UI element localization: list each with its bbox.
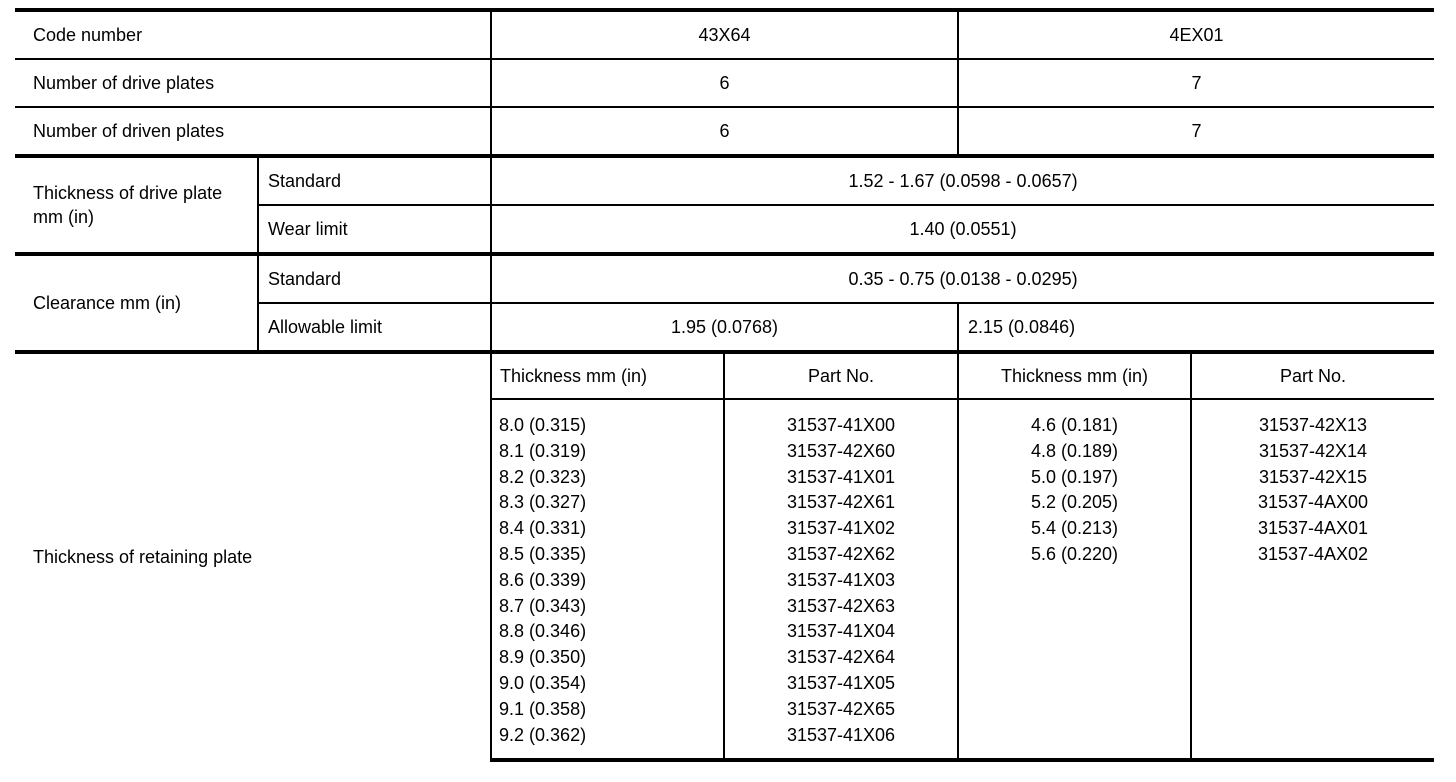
part-number: 31537-42X14 <box>1258 440 1368 461</box>
part-number: 31537-4AX01 <box>1257 518 1369 539</box>
drive-thickness-standard-label: Standard <box>258 156 491 205</box>
thickness-value: 8.2 (0.323) <box>499 466 587 487</box>
drive-plates-a: 6 <box>491 59 958 107</box>
thickness-value: 8.6 (0.339) <box>499 569 587 590</box>
part-number: 31537-42X60 <box>786 440 896 461</box>
thickness-value: 4.6 (0.181) <box>1030 415 1119 435</box>
row-clearance-standard <box>15 254 1434 303</box>
driven-plates-b: 7 <box>958 107 1434 156</box>
drive-thickness-wear-value: 1.40 (0.0551) <box>491 205 1434 254</box>
retaining-plate-label: Thickness of retaining plate <box>15 352 491 760</box>
part-number: 31537-4AX02 <box>1257 543 1369 564</box>
thickness-value: 8.0 (0.315) <box>499 415 587 435</box>
thickness-value: 9.0 (0.354) <box>499 672 587 693</box>
row-driven-plates <box>15 107 1434 156</box>
thickness-value: 8.3 (0.327) <box>499 492 587 513</box>
part-number: 31537-41X04 <box>786 621 896 642</box>
row-code-number <box>15 10 1434 59</box>
drive-plates-label: Number of drive plates <box>15 59 491 107</box>
drive-thickness-standard-value: 1.52 - 1.67 (0.0598 - 0.0657) <box>491 156 1434 205</box>
part-number: 31537-42X63 <box>786 595 896 616</box>
retaining-a-thickness-list <box>491 399 724 760</box>
thickness-value: 9.1 (0.358) <box>499 698 587 719</box>
clearance-standard-value: 0.35 - 0.75 (0.0138 - 0.0295) <box>491 254 1434 303</box>
row-drive-plates <box>15 59 1434 107</box>
thickness-value: 8.7 (0.343) <box>499 595 587 616</box>
thickness-value: 5.6 (0.220) <box>1030 543 1119 564</box>
row-drive-thickness-standard <box>15 156 1434 205</box>
part-number: 31537-42X15 <box>1258 466 1368 487</box>
retaining-b-thickness-list <box>958 399 1191 760</box>
thickness-value: 5.2 (0.205) <box>1030 492 1119 513</box>
part-number: 31537-42X65 <box>786 698 896 719</box>
retaining-b-part-header: Part No. <box>1191 352 1434 399</box>
part-number: 31537-41X02 <box>786 518 896 539</box>
part-number: 31537-42X13 <box>1258 415 1368 435</box>
thickness-value: 5.0 (0.197) <box>1030 466 1119 487</box>
thickness-value: 8.5 (0.335) <box>499 543 587 564</box>
part-number: 31537-42X62 <box>786 543 896 564</box>
drive-thickness-wear-label: Wear limit <box>258 205 491 254</box>
thickness-value: 4.8 (0.189) <box>1030 440 1119 461</box>
retaining-b-thickness-header: Thickness mm (in) <box>958 352 1191 399</box>
specification-table <box>15 8 1434 762</box>
row-retaining-header <box>15 352 1434 399</box>
part-number: 31537-41X00 <box>786 415 896 435</box>
thickness-value: 5.4 (0.213) <box>1030 518 1119 539</box>
retaining-a-part-header: Part No. <box>724 352 958 399</box>
driven-plates-a: 6 <box>491 107 958 156</box>
code-number-a: 43X64 <box>491 10 958 59</box>
part-number: 31537-4AX00 <box>1257 492 1369 513</box>
retaining-a-thickness-header: Thickness mm (in) <box>491 352 724 399</box>
code-number-label: Code number <box>15 10 491 59</box>
part-number: 31537-41X03 <box>786 569 896 590</box>
clearance-standard-label: Standard <box>258 254 491 303</box>
part-number: 31537-42X64 <box>786 647 896 668</box>
thickness-value: 9.2 (0.362) <box>499 724 587 745</box>
drive-plates-b: 7 <box>958 59 1434 107</box>
clearance-allowable-b: 2.15 (0.0846) <box>958 303 1434 352</box>
thickness-value: 8.1 (0.319) <box>499 440 587 461</box>
part-number: 31537-41X06 <box>786 724 896 745</box>
part-number: 31537-41X05 <box>786 672 896 693</box>
thickness-value: 8.8 (0.346) <box>499 621 587 642</box>
thickness-value: 8.4 (0.331) <box>499 518 587 539</box>
clearance-label: Clearance mm (in) <box>15 254 258 352</box>
clearance-allowable-label: Allowable limit <box>258 303 491 352</box>
part-number: 31537-42X61 <box>786 492 896 513</box>
clearance-allowable-a: 1.95 (0.0768) <box>491 303 958 352</box>
retaining-a-part-list <box>724 399 958 760</box>
driven-plates-label: Number of driven plates <box>15 107 491 156</box>
thickness-value: 8.9 (0.350) <box>499 647 587 668</box>
retaining-b-part-list <box>1191 399 1434 760</box>
part-number: 31537-41X01 <box>786 466 896 487</box>
drive-thickness-label: Thickness of drive plate mm (in) <box>15 156 258 254</box>
code-number-b: 4EX01 <box>958 10 1434 59</box>
